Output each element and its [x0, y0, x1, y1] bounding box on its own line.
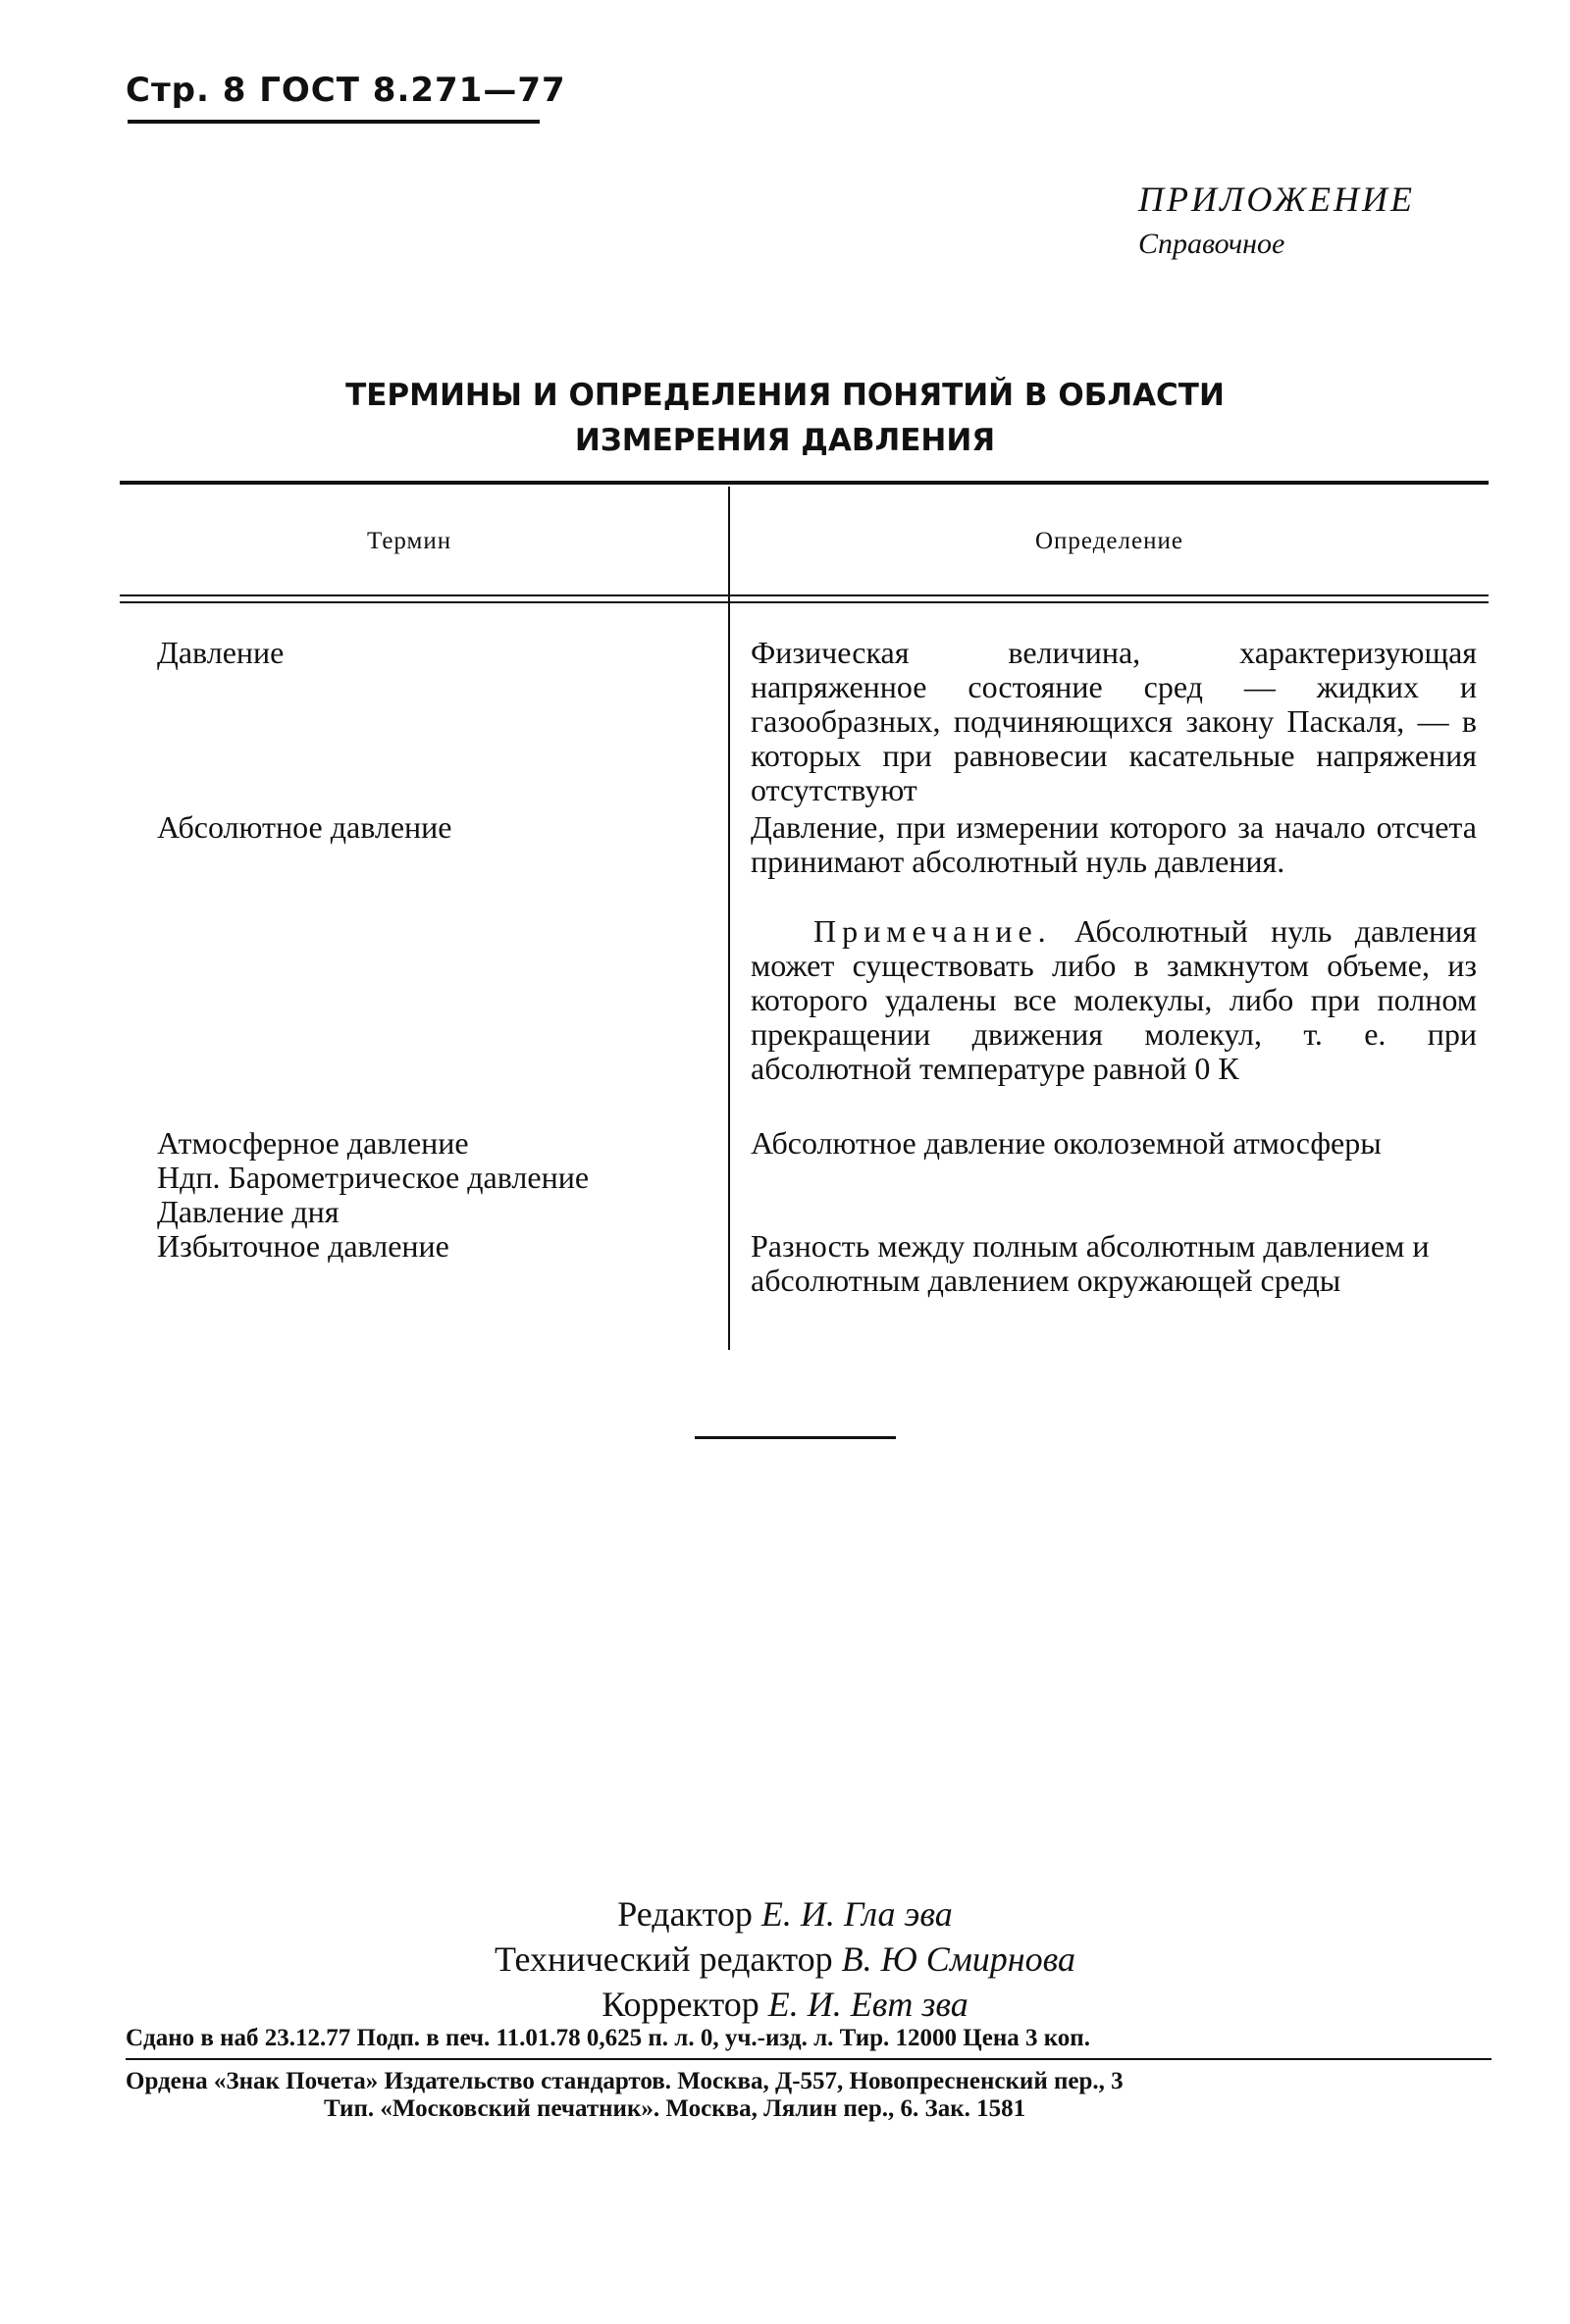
column-header-definition: Определение — [1035, 528, 1183, 554]
imprint-line-2: Ордена «Знак Почета» Издательство стандартов. Москва, Д-557, Новопресненский пер., 3 — [126, 2068, 1124, 2094]
editor-name: Е. И. Гла эва — [760, 1894, 953, 1934]
term-atmospheric-alt: Давление дня — [157, 1194, 340, 1229]
credit-corrector — [0, 1984, 1570, 2025]
term-atmospheric-pressure — [157, 1126, 589, 1229]
definition-gauge-pressure: Разность между полным абсолютным давлением и абсолютным давлением окружающей среды — [751, 1228, 1430, 1298]
credit-tech-editor — [0, 1938, 1570, 1980]
definition-pressure: Физическая величина, характеризующая напряженное состояние сред — жидких и газообразных, подчиняющихся закону Паскаля, — в которых при равновесии касательные напряжения отсутствуют — [751, 635, 1477, 807]
term-atmospheric-main: Атмосферное давление — [157, 1125, 469, 1161]
section-separator — [695, 1436, 896, 1439]
corrector-name: Е. И. Евт зва — [767, 1985, 968, 2024]
term-atmospheric-ndp: Ндп. Барометрическое давление — [157, 1160, 590, 1195]
term-absolute-pressure: Абсолютное давление — [157, 809, 452, 845]
definition-absolute-pressure: Давление, при измерении которого за начало отсчета принимают абсолютный нуль давления. — [751, 809, 1477, 879]
table-column-divider — [728, 487, 730, 1350]
table-head-rule-1 — [120, 594, 1489, 596]
note-text: Абсолютный нуль давления может существовать либо в замкнутом объеме, из которого удалены все молекулы, либо при полном прекращении движения молекул, т. е. при абсолютной температуре равной 0 К — [751, 913, 1477, 1086]
imprint-line-1: Сдано в наб 23.12.77 Подп. в печ. 11.01.78 0,625 п. л. 0, уч.-изд. л. Тир. 12000 Цена 3 коп. — [126, 2025, 1090, 2051]
corrector-label: Корректор — [602, 1985, 759, 2024]
appendix-subtitle: Справочное — [1138, 228, 1285, 260]
table-head-rule-2 — [120, 601, 1489, 603]
term-pressure: Давление — [157, 635, 285, 670]
page-header: Стр. 8 ГОСТ 8.271—77 — [126, 71, 566, 110]
document-title-line-2: ИЗМЕРЕНИЯ ДАВЛЕНИЯ — [574, 423, 996, 458]
credit-editor — [0, 1893, 1570, 1935]
editor-label: Редактор — [617, 1894, 753, 1934]
imprint-line-3: Тип. «Московский печатник». Москва, Лялин пер., 6. Зак. 1581 — [324, 2095, 1026, 2122]
appendix-title: ПРИЛОЖЕНИЕ — [1138, 180, 1415, 219]
document-title — [0, 373, 1570, 463]
note-label: Примечание. — [813, 913, 1052, 949]
term-gauge-pressure: Избыточное давление — [157, 1228, 449, 1264]
document-title-line-1: ТЕРМИНЫ И ОПРЕДЕЛЕНИЯ ПОНЯТИЙ В ОБЛАСТИ — [345, 378, 1225, 413]
column-header-term: Термин — [367, 528, 452, 554]
header-underline — [128, 120, 540, 124]
table-top-rule — [120, 481, 1489, 485]
note-absolute-zero — [751, 914, 1477, 1086]
definition-atmospheric-pressure: Абсолютное давление околоземной атмосферы — [751, 1125, 1382, 1161]
imprint-rule — [126, 2058, 1492, 2060]
tech-editor-label: Технический редактор — [494, 1939, 833, 1979]
tech-editor-name: В. Ю Смирнова — [841, 1939, 1076, 1979]
